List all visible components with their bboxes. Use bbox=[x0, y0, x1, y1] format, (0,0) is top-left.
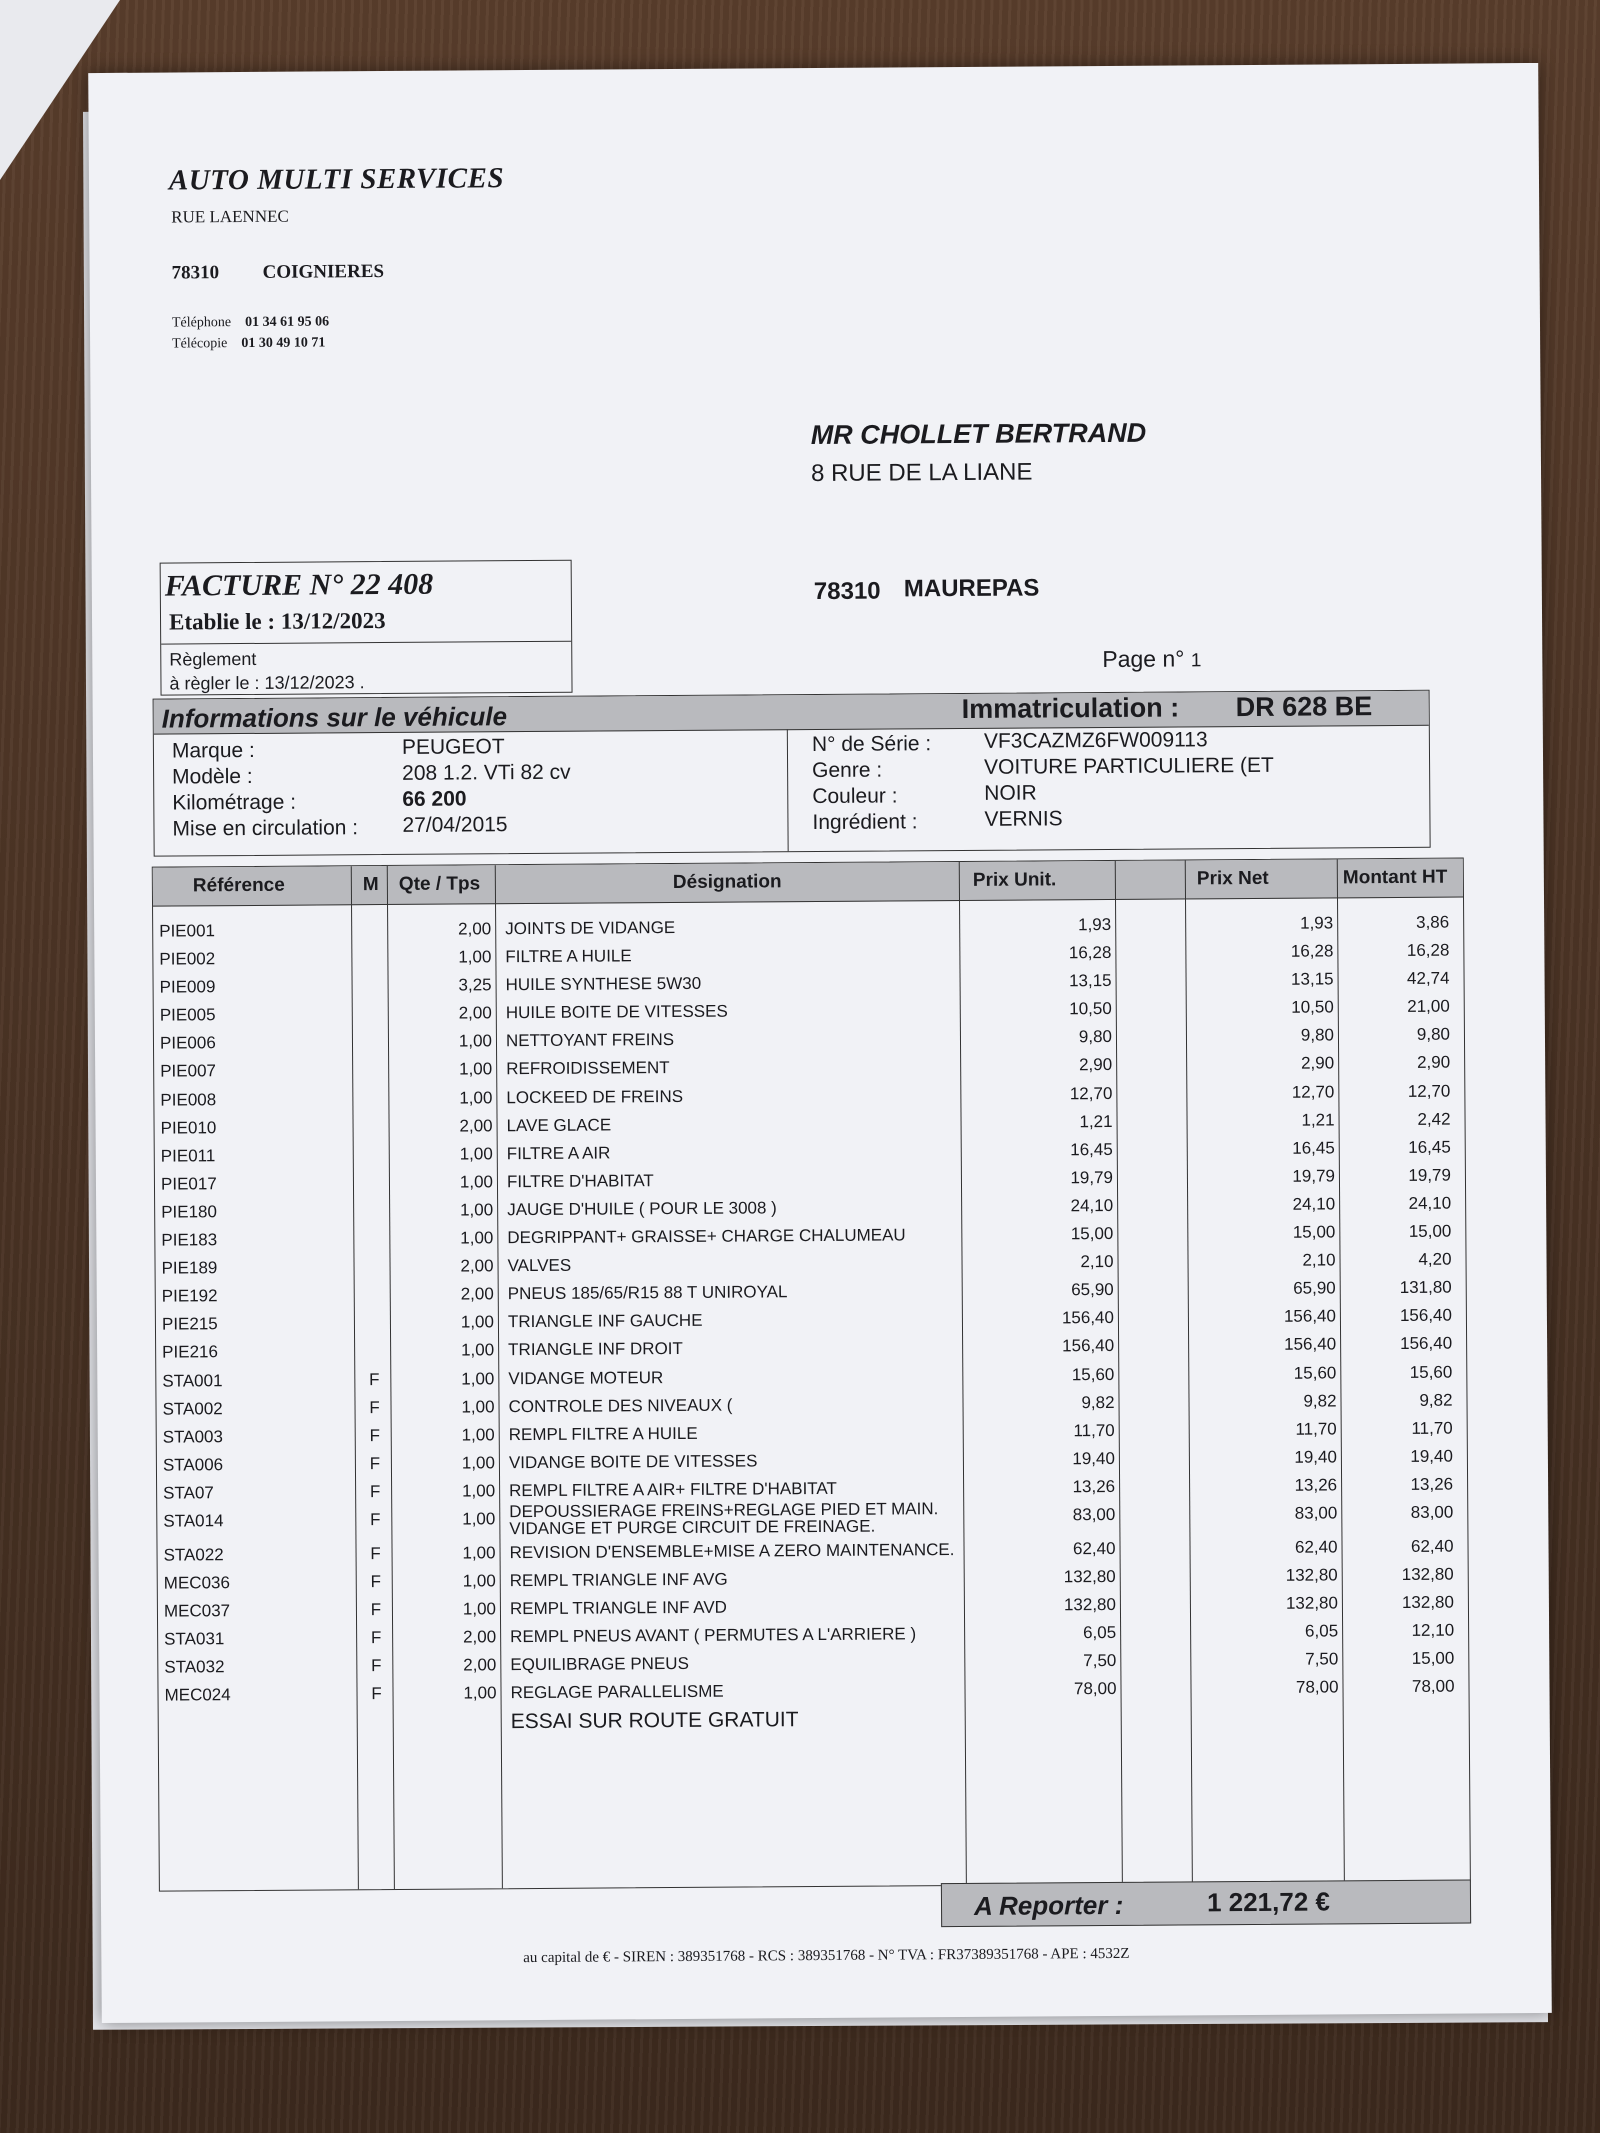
cell-amount: 4,20 bbox=[1418, 1249, 1452, 1269]
cell-amount: 132,80 bbox=[1401, 1592, 1454, 1613]
cell-net-price: 19,40 bbox=[1294, 1447, 1337, 1467]
client-street: 8 RUE DE LA LIANE bbox=[810, 458, 1033, 488]
cell-designation: TRIANGLE INF GAUCHE bbox=[507, 1311, 703, 1332]
cell-net-price: 16,45 bbox=[1292, 1138, 1335, 1158]
cell-amount: 12,70 bbox=[1407, 1081, 1451, 1101]
cell-designation: JOINTS DE VIDANGE bbox=[505, 918, 676, 939]
header-amount: Montant HT bbox=[1342, 866, 1448, 889]
cell-amount: 11,70 bbox=[1411, 1418, 1453, 1438]
cell-reference: PIE017 bbox=[160, 1174, 217, 1194]
cell-m: F bbox=[370, 1600, 382, 1620]
company-street: RUE LAENNEC bbox=[171, 206, 289, 227]
phone-value: 01 34 61 95 06 bbox=[244, 314, 330, 330]
cell-net-price: 9,80 bbox=[1300, 1025, 1335, 1046]
cell-quantity: 1,00 bbox=[458, 947, 492, 967]
cell-net-price: 62,40 bbox=[1294, 1537, 1338, 1557]
cell-amount: 19,40 bbox=[1410, 1446, 1453, 1466]
cell-amount: 9,80 bbox=[1416, 1024, 1451, 1045]
invoice-title: FACTURE N° 22 408 bbox=[164, 567, 434, 603]
cell-unit-price: 15,00 bbox=[1070, 1223, 1114, 1244]
color-label: Couleur : bbox=[812, 784, 898, 809]
cell-m: F bbox=[369, 1453, 381, 1473]
cell-quantity: 1,00 bbox=[461, 1453, 495, 1473]
cell-m: F bbox=[370, 1628, 382, 1648]
legal-footer: au capital de € - SIREN : 389351768 - RCS : 389351768 - N° TVA : FR37389351768 - APE : 4532Z bbox=[523, 1945, 1130, 1967]
cell-quantity: 1,00 bbox=[459, 1087, 493, 1108]
invoice-box bbox=[160, 560, 573, 696]
serial-label: N° de Série : bbox=[811, 732, 932, 757]
cell-amount: 2,90 bbox=[1416, 1053, 1451, 1073]
cell-net-price: 24,10 bbox=[1292, 1194, 1336, 1214]
table-note: ESSAI SUR ROUTE GRATUIT bbox=[510, 1707, 799, 1733]
cell-designation: REGLAGE PARALLELISME bbox=[510, 1682, 724, 1703]
cell-unit-price: 6,05 bbox=[1082, 1623, 1117, 1643]
cell-reference: STA006 bbox=[162, 1454, 224, 1475]
cell-net-price: 9,82 bbox=[1303, 1390, 1337, 1411]
cell-net-price: 65,90 bbox=[1293, 1278, 1336, 1298]
cell-m: F bbox=[369, 1425, 380, 1445]
cell-reference: STA001 bbox=[162, 1370, 223, 1391]
cell-m: F bbox=[370, 1544, 381, 1564]
cell-unit-price: 83,00 bbox=[1072, 1504, 1116, 1525]
cell-quantity: 1,00 bbox=[460, 1312, 495, 1332]
cell-designation: HUILE SYNTHESE 5W30 bbox=[505, 974, 702, 995]
cell-quantity: 2,00 bbox=[462, 1627, 497, 1647]
cell-unit-price: 10,50 bbox=[1069, 999, 1112, 1019]
cell-unit-price: 13,15 bbox=[1068, 971, 1112, 991]
cell-amount: 156,40 bbox=[1399, 1305, 1452, 1326]
cell-reference: PIE183 bbox=[161, 1230, 218, 1250]
vehicle-info bbox=[153, 690, 1431, 857]
cell-m: F bbox=[370, 1572, 382, 1592]
cell-unit-price: 13,26 bbox=[1072, 1476, 1116, 1497]
cell-unit-price: 78,00 bbox=[1073, 1679, 1117, 1699]
cell-net-price: 2,10 bbox=[1302, 1250, 1336, 1270]
cell-amount: 21,00 bbox=[1407, 996, 1450, 1017]
immat-label: Immatriculation : bbox=[961, 692, 1180, 725]
cell-reference: STA031 bbox=[164, 1629, 225, 1649]
cell-unit-price: 19,79 bbox=[1070, 1167, 1114, 1188]
header-net-price: Prix Net bbox=[1196, 867, 1269, 890]
cell-amount: 15,60 bbox=[1409, 1362, 1453, 1382]
cell-designation: LOCKEED DE FREINS bbox=[506, 1086, 684, 1107]
cell-reference: STA022 bbox=[163, 1545, 224, 1565]
cell-amount: 131,80 bbox=[1399, 1277, 1452, 1298]
cell-reference: PIE216 bbox=[162, 1342, 218, 1363]
circulation-label: Mise en circulation : bbox=[172, 816, 359, 841]
cell-unit-price: 65,90 bbox=[1071, 1280, 1114, 1300]
brand-value: PEUGEOT bbox=[401, 735, 505, 759]
page-number bbox=[1102, 645, 1201, 673]
cell-reference: PIE011 bbox=[160, 1145, 216, 1166]
cell-reference: STA003 bbox=[162, 1426, 223, 1447]
cell-designation: VIDANGE MOTEUR bbox=[508, 1367, 664, 1388]
cell-quantity: 1,00 bbox=[458, 1031, 493, 1051]
phone-label: Téléphone bbox=[171, 315, 232, 331]
cell-amount: 13,26 bbox=[1410, 1474, 1454, 1494]
cell-designation: REMPL TRIANGLE INF AVD bbox=[509, 1597, 727, 1619]
cell-amount: 9,82 bbox=[1419, 1390, 1453, 1410]
cell-net-price: 13,26 bbox=[1294, 1475, 1338, 1495]
brand-label: Marque : bbox=[171, 738, 255, 763]
cell-quantity: 1,00 bbox=[461, 1368, 495, 1389]
cell-net-price: 1,21 bbox=[1301, 1110, 1335, 1130]
due-date: à règler le : 13/12/2023 . bbox=[169, 672, 365, 694]
client-zip: 78310 bbox=[813, 577, 881, 606]
cell-designation: FILTRE A HUILE bbox=[505, 946, 632, 967]
cell-reference: PIE010 bbox=[160, 1117, 217, 1138]
carry-forward-value: 1 221,72 € bbox=[1206, 1886, 1331, 1918]
genre-value: VOITURE PARTICULIERE (ET bbox=[983, 753, 1274, 779]
cell-designation: FILTRE A AIR bbox=[506, 1143, 611, 1163]
cell-designation: JAUGE D'HUILE ( POUR LE 3008 ) bbox=[507, 1198, 777, 1220]
vehicle-header bbox=[154, 691, 1429, 735]
vehicle-title: Informations sur le véhicule bbox=[161, 701, 508, 734]
cell-designation: REVISION D'ENSEMBLE+MISE A ZERO MAINTENANCE. bbox=[509, 1540, 955, 1563]
fax-label: Télécopie bbox=[172, 336, 228, 352]
cell-designation: EQUILIBRAGE PNEUS bbox=[510, 1654, 689, 1675]
cell-unit-price: 132,80 bbox=[1063, 1595, 1116, 1615]
cell-quantity: 1,00 bbox=[459, 1200, 494, 1220]
cell-designation: REMPL FILTRE A HUILE bbox=[508, 1423, 698, 1444]
cell-net-price: 15,60 bbox=[1293, 1362, 1337, 1383]
cell-unit-price: 156,40 bbox=[1062, 1336, 1115, 1356]
cell-quantity: 2,00 bbox=[458, 919, 492, 939]
cell-m: F bbox=[371, 1656, 382, 1676]
cell-designation: REMPL TRIANGLE INF AVG bbox=[509, 1569, 728, 1591]
cell-amount: 62,40 bbox=[1410, 1536, 1454, 1556]
cell-m: F bbox=[371, 1684, 382, 1704]
cell-unit-price: 12,70 bbox=[1069, 1083, 1113, 1103]
cell-quantity: 1,00 bbox=[459, 1144, 493, 1164]
company-zip: 78310 bbox=[171, 262, 220, 284]
cell-amount: 16,28 bbox=[1406, 940, 1450, 960]
cell-unit-price: 156,40 bbox=[1061, 1308, 1114, 1328]
cell-reference: PIE007 bbox=[160, 1061, 217, 1082]
cell-designation: FILTRE D'HABITAT bbox=[506, 1171, 654, 1192]
carry-forward-box bbox=[941, 1879, 1471, 1927]
cell-reference: STA002 bbox=[162, 1398, 223, 1419]
cell-designation: TRIANGLE INF DROIT bbox=[508, 1339, 683, 1360]
cell-net-price: 132,80 bbox=[1285, 1593, 1338, 1613]
circulation-value: 27/04/2015 bbox=[402, 813, 508, 837]
cell-amount: 42,74 bbox=[1406, 968, 1450, 989]
cell-designation: LAVE GLACE bbox=[506, 1115, 612, 1135]
serial-value: VF3CAZMZ6FW009113 bbox=[983, 728, 1208, 753]
cell-designation bbox=[509, 1500, 938, 1537]
cell-quantity: 1,00 bbox=[463, 1683, 497, 1703]
cell-quantity: 1,00 bbox=[459, 1059, 493, 1079]
cell-designation-line: DEPOUSSIERAGE FREINS+REGLAGE PIED ET MAIN. bbox=[509, 1499, 939, 1522]
cell-amount: 83,00 bbox=[1410, 1502, 1454, 1522]
cell-designation: REMPL FILTRE A AIR+ FILTRE D'HABITAT bbox=[509, 1478, 837, 1501]
company-contact bbox=[172, 311, 329, 354]
cell-unit-price: 9,80 bbox=[1078, 1027, 1113, 1047]
cell-m: F bbox=[369, 1481, 381, 1502]
cell-unit-price: 132,80 bbox=[1063, 1567, 1116, 1587]
cell-amount: 19,79 bbox=[1408, 1165, 1452, 1185]
settlement-label: Règlement bbox=[169, 648, 257, 670]
cell-amount: 24,10 bbox=[1408, 1193, 1452, 1213]
cell-quantity: 2,00 bbox=[460, 1256, 494, 1276]
cell-reference: MEC024 bbox=[164, 1685, 231, 1706]
cell-designation: HUILE BOITE DE VITESSES bbox=[505, 1001, 728, 1023]
cell-quantity: 1,00 bbox=[461, 1424, 495, 1445]
client-name: MR CHOLLET BERTRAND bbox=[810, 417, 1147, 451]
cell-unit-price: 2,90 bbox=[1079, 1055, 1113, 1075]
cell-amount: 15,00 bbox=[1408, 1221, 1452, 1241]
cell-reference: PIE006 bbox=[159, 1033, 216, 1053]
cell-unit-price: 16,28 bbox=[1068, 943, 1112, 963]
cell-net-price: 2,90 bbox=[1300, 1053, 1335, 1074]
cell-reference: PIE008 bbox=[160, 1089, 217, 1110]
cell-net-price: 132,80 bbox=[1285, 1565, 1338, 1585]
cell-reference: PIE005 bbox=[159, 1005, 216, 1025]
invoice-divider bbox=[161, 641, 571, 645]
cell-amount: 15,00 bbox=[1411, 1648, 1455, 1669]
cell-reference: STA014 bbox=[163, 1511, 224, 1531]
cell-reference: MEC036 bbox=[163, 1573, 230, 1593]
cell-unit-price: 7,50 bbox=[1083, 1651, 1117, 1671]
cell-quantity: 1,00 bbox=[462, 1509, 496, 1529]
cell-m: F bbox=[369, 1397, 380, 1417]
cell-designation: REMPL PNEUS AVANT ( PERMUTES A L'ARRIERE ) bbox=[510, 1624, 917, 1647]
fax-value: 01 30 49 10 71 bbox=[241, 335, 326, 352]
cell-net-price: 1,93 bbox=[1300, 913, 1334, 933]
cell-designation: VALVES bbox=[507, 1255, 572, 1276]
cell-net-price: 12,70 bbox=[1291, 1081, 1335, 1102]
cell-quantity: 1,00 bbox=[462, 1543, 496, 1563]
header-unit-price: Prix Unit. bbox=[972, 869, 1057, 891]
cell-quantity: 2,00 bbox=[460, 1284, 494, 1304]
cell-quantity: 1,00 bbox=[461, 1481, 496, 1501]
cell-quantity: 1,00 bbox=[462, 1599, 497, 1619]
cell-net-price: 6,05 bbox=[1304, 1621, 1339, 1641]
cell-quantity: 3,25 bbox=[458, 975, 492, 995]
cell-net-price: 16,28 bbox=[1290, 941, 1334, 961]
cell-reference: PIE189 bbox=[161, 1258, 218, 1278]
invoice-sheet bbox=[88, 63, 1552, 2023]
cell-quantity: 1,00 bbox=[460, 1340, 495, 1360]
page-value: 1 bbox=[1190, 650, 1202, 672]
cell-reference: PIE215 bbox=[161, 1314, 218, 1334]
cell-designation: REFROIDISSEMENT bbox=[506, 1058, 670, 1079]
cell-quantity: 1,00 bbox=[462, 1571, 496, 1591]
ingredient-label: Ingrédient : bbox=[812, 810, 918, 835]
cell-unit-price: 11,70 bbox=[1073, 1420, 1115, 1440]
cell-unit-price: 19,40 bbox=[1072, 1448, 1115, 1469]
km-value: 66 200 bbox=[402, 787, 467, 811]
cell-unit-price: 2,10 bbox=[1080, 1252, 1114, 1272]
cell-m: F bbox=[369, 1369, 380, 1389]
client-city: MAUREPAS bbox=[903, 574, 1040, 603]
ingredient-value: VERNIS bbox=[984, 807, 1063, 831]
cell-net-price: 78,00 bbox=[1295, 1677, 1339, 1698]
cell-reference: MEC037 bbox=[163, 1601, 231, 1621]
vehicle-divider bbox=[787, 729, 789, 851]
cell-net-price: 19,79 bbox=[1292, 1166, 1336, 1186]
header-ref: Référence bbox=[192, 874, 285, 897]
cell-designation-line: VIDANGE ET PURGE CIRCUIT DE FREINAGE. bbox=[509, 1516, 876, 1539]
cell-unit-price: 16,45 bbox=[1070, 1139, 1113, 1160]
cell-net-price: 7,50 bbox=[1305, 1649, 1339, 1669]
cell-designation: PNEUS 185/65/R15 88 T UNIROYAL bbox=[507, 1282, 788, 1304]
color-value: NOIR bbox=[984, 781, 1037, 805]
table-header bbox=[153, 859, 1463, 907]
header-m: M bbox=[362, 874, 379, 896]
model-value: 208 1.2. VTi 82 cv bbox=[402, 760, 571, 785]
cell-unit-price: 1,21 bbox=[1079, 1111, 1113, 1131]
table-body bbox=[153, 909, 1469, 1737]
cell-net-price: 156,40 bbox=[1284, 1334, 1337, 1355]
cell-net-price: 13,15 bbox=[1290, 969, 1334, 989]
invoice-date: Etablie le : 13/12/2023 bbox=[168, 608, 386, 635]
cell-reference: PIE001 bbox=[159, 921, 216, 941]
cell-amount: 2,42 bbox=[1417, 1109, 1451, 1129]
cell-quantity: 2,00 bbox=[459, 1115, 493, 1136]
cell-m: F bbox=[370, 1510, 381, 1530]
model-label: Modèle : bbox=[172, 764, 253, 789]
cell-reference: STA032 bbox=[164, 1657, 225, 1677]
cell-reference: PIE192 bbox=[161, 1286, 218, 1306]
cell-reference: PIE180 bbox=[161, 1202, 217, 1222]
cell-net-price: 11,70 bbox=[1295, 1419, 1337, 1439]
cell-unit-price: 62,40 bbox=[1072, 1538, 1116, 1559]
cell-designation: DEGRIPPANT+ GRAISSE+ CHARGE CHALUMEAU bbox=[507, 1225, 906, 1248]
cell-designation: VIDANGE BOITE DE VITESSES bbox=[508, 1451, 758, 1472]
cell-unit-price: 1,93 bbox=[1078, 914, 1112, 935]
page-label: Page n° bbox=[1102, 645, 1185, 673]
cell-reference: STA07 bbox=[163, 1483, 214, 1503]
cell-unit-price: 15,60 bbox=[1071, 1364, 1115, 1384]
cell-net-price: 156,40 bbox=[1283, 1306, 1336, 1327]
company-name: AUTO MULTI SERVICES bbox=[168, 162, 505, 197]
cell-amount: 132,80 bbox=[1401, 1564, 1454, 1585]
cell-reference: PIE009 bbox=[159, 977, 216, 997]
immat-value: DR 628 BE bbox=[1235, 691, 1373, 723]
cell-amount: 78,00 bbox=[1411, 1677, 1455, 1697]
cell-amount: 3,86 bbox=[1416, 912, 1450, 932]
km-label: Kilométrage : bbox=[172, 790, 297, 815]
cell-net-price: 15,00 bbox=[1292, 1222, 1336, 1242]
cell-quantity: 1,00 bbox=[459, 1172, 494, 1192]
header-designation: Désignation bbox=[672, 871, 782, 894]
genre-label: Genre : bbox=[812, 758, 883, 783]
cell-quantity: 2,00 bbox=[458, 1003, 492, 1023]
cell-designation: NETTOYANT FREINS bbox=[505, 1030, 675, 1051]
cell-amount: 16,45 bbox=[1408, 1137, 1451, 1157]
carry-forward-label: A Reporter : bbox=[973, 1889, 1124, 1921]
header-qte: Qte / Tps bbox=[398, 873, 481, 895]
company-city: COIGNIERES bbox=[262, 261, 385, 283]
cell-quantity: 2,00 bbox=[463, 1655, 497, 1675]
items-table bbox=[152, 858, 1471, 1892]
cell-net-price: 10,50 bbox=[1291, 997, 1334, 1017]
cell-reference: PIE002 bbox=[159, 949, 216, 969]
cell-net-price: 83,00 bbox=[1294, 1503, 1338, 1523]
cell-unit-price: 9,82 bbox=[1081, 1392, 1115, 1412]
cell-designation: CONTROLE DES NIVEAUX ( bbox=[508, 1395, 733, 1416]
cell-amount: 12,10 bbox=[1411, 1620, 1455, 1641]
cell-quantity: 1,00 bbox=[460, 1228, 494, 1248]
cell-amount: 156,40 bbox=[1400, 1334, 1453, 1354]
cell-quantity: 1,00 bbox=[461, 1396, 495, 1417]
cell-unit-price: 24,10 bbox=[1070, 1195, 1114, 1216]
